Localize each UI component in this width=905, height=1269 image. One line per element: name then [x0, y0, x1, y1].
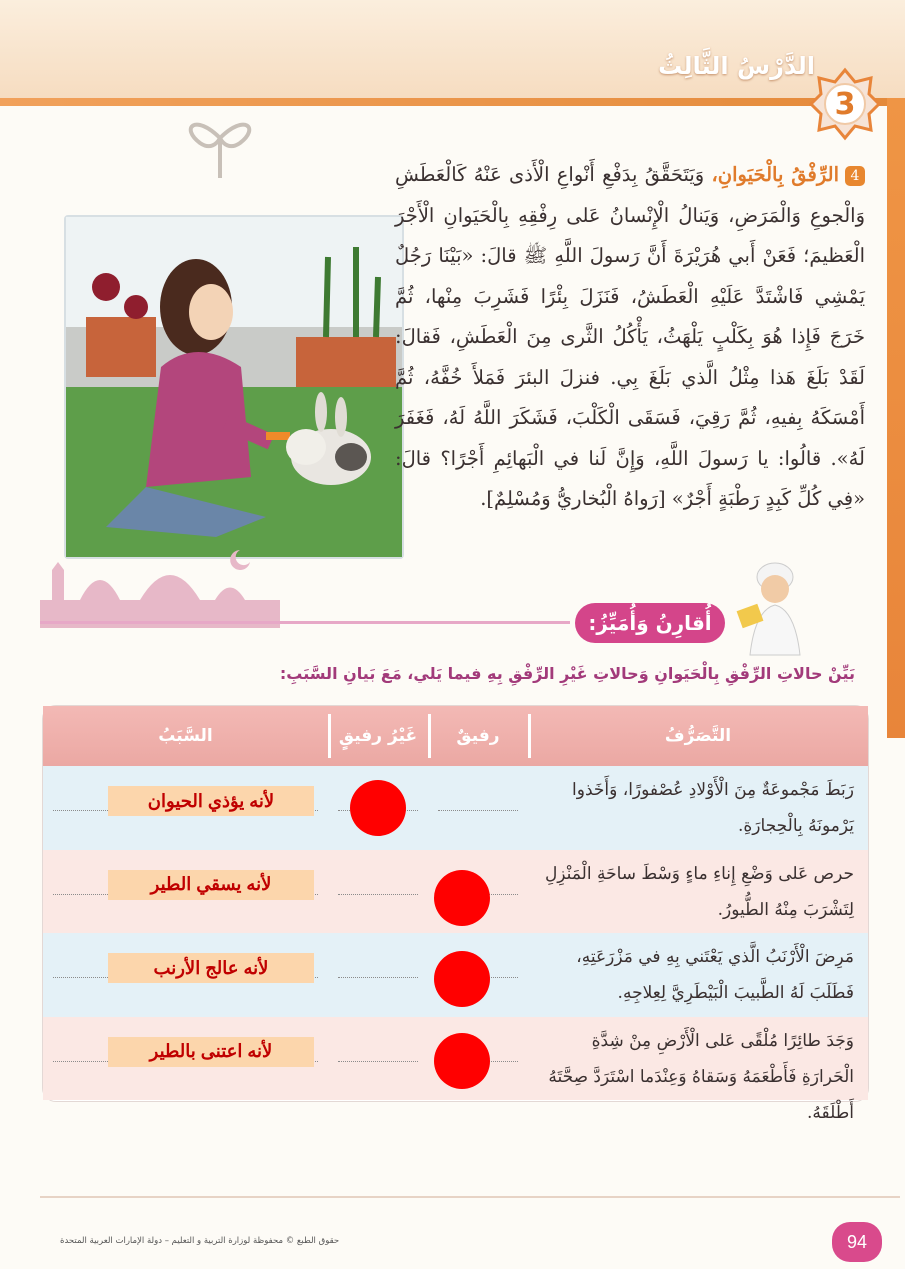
unkind-cell[interactable] — [328, 850, 428, 934]
illustration-image — [66, 217, 402, 557]
header-action: التَّصَرُّفُ — [528, 706, 868, 766]
lesson-number: 3 — [834, 86, 856, 122]
lesson-paragraph — [395, 155, 865, 520]
header-unkind: غَيْرُ رفيقٍ — [328, 706, 428, 766]
kind-cell[interactable] — [428, 1017, 528, 1101]
header-band — [0, 0, 905, 100]
reason-cell[interactable] — [43, 933, 328, 1017]
table-row — [43, 933, 868, 1017]
unkind-cell[interactable] — [328, 766, 428, 850]
activity-title: أُقارِنُ وَأُمَيِّزُ: — [575, 603, 725, 643]
comparison-table — [42, 705, 869, 1123]
header-kind: رفيقٌ — [428, 706, 528, 766]
table-row — [43, 850, 868, 934]
point-topic: الرِّفْقُ بِالْحَيَوانِ، — [711, 163, 839, 186]
student-boy-icon — [735, 555, 815, 655]
reason-cell[interactable] — [43, 1017, 328, 1101]
lesson-title: الدَّرْسُ الثَّالِثُ — [658, 52, 815, 80]
answer-mark — [350, 780, 406, 836]
reason-answer: لأنه اعتنى بالطير — [108, 1037, 314, 1067]
table-row — [43, 766, 868, 850]
section-divider-line — [40, 621, 570, 624]
copyright-notice: حقوق الطبع © محفوظة لوزارة التربية و التعليم – دولة الإمارات العربية المتحدة — [60, 1236, 340, 1246]
unkind-cell[interactable] — [328, 1017, 428, 1101]
mosque-silhouette-icon — [40, 540, 280, 630]
activity-instructions: بَيِّنْ حالاتِ الرِّفْقِ بِالْحَيَوانِ وَحالاتِ غَيْرِ الرِّفْقِ بِهِ فيما يَلي، مَعَ بَيانِ السَّبَبِ: — [279, 664, 855, 683]
ribbon-bow-icon — [175, 108, 265, 178]
footer-divider — [40, 1196, 900, 1198]
table-header — [43, 706, 868, 766]
point-body: وَيَتَحَقَّقُ بِدَفْعِ أَنْواعِ الْأَذى عَنْهُ كَالْعَطَشِ وَالْجوعِ وَالْمَرَضِ، وَيَنالُ الْإِنْسانُ عَلى رِفْقِهِ بِالْحَيَوانِ الْأَجْرَ الْعَظيمَ؛ فَعَنْ أَبي هُرَيْرَةَ أَنَّ رَسولَ اللَّهِ ﷺ قالَ: «بَيْنَا رَجُلٌ يَمْشِي فَاشْتَدَّ عَلَيْهِ الْعَطَشُ، فَنَزَلَ بِئْرًا فَشَرِبَ مِنْها، ثُمَّ خَرَجَ فَإِذا هُوَ بِكَلْبٍ يَلْهَثُ، يَأْكُلُ الثَّرى مِنَ الْعَطَشِ، فَقالَ: لَقَدْ بَلَغَ هَذا مِثْلُ الَّذي بَلَغَ بِي. فنزلَ البئرَ فَمَلأَ خُفَّهُ، ثُمَّ أَمْسَكَهُ بِفيهِ، ثُمَّ رَقِيَ، فَسَقَى الْكَلْبَ، فَشَكَرَ اللَّهُ لَهُ، فَغَفَرَ لَهُ». قالُوا: يا رَسولَ اللَّهِ، وَإِنَّ لَنا في الْبَهائِمِ أَجْرًا؟ قالَ: «فِي كُلِّ كَبِدٍ رَطْبَةٍ أَجْرٌ» [رَواهُ الْبُخاريُّ وَمُسْلِمٌ]. — [395, 163, 865, 510]
reason-answer: لأنه يسقي الطير — [108, 870, 314, 900]
header-reason: السَّبَبُ — [158, 726, 213, 746]
answer-mark — [434, 1033, 490, 1089]
action-cell: مَرِضَ الْأَرْنَبُ الَّذي يَعْتَني بِهِ في مَزْرَعَتِهِ، فَطَلَبَ لَهُ الطَّبيبَ الْبَيْطَرِيَّ لِعِلاجِهِ. — [576, 947, 854, 1003]
kind-cell[interactable] — [428, 933, 528, 1017]
reason-answer: لأنه يؤذي الحيوان — [108, 786, 314, 816]
kind-cell[interactable] — [428, 766, 528, 850]
table-row — [43, 1017, 868, 1123]
answer-mark — [434, 951, 490, 1007]
action-cell: وَجَدَ طائِرًا مُلْقًى عَلى الْأَرْضِ مِنْ شِدَّةِ الْحَرارَةِ فَأَطْعَمَهُ وَسَقاهُ وَعِنْدَما اسْتَرَدَّ صِحَّتَهُ أَطْلَقَهُ. — [548, 1030, 854, 1123]
point-number-badge: 4 — [845, 166, 865, 186]
header-orange-bar — [0, 98, 905, 106]
reason-cell[interactable] — [43, 850, 328, 934]
page-number: 94 — [832, 1222, 882, 1262]
answer-mark — [434, 870, 490, 926]
action-cell: حرص عَلى وَضْعِ إِناءِ ماءٍ وَسْطَ ساحَةِ الْمَنْزِلِ لِتَشْرَبَ مِنْهُ الطُّيورُ. — [544, 863, 854, 920]
reason-answer: لأنه عالج الأرنب — [108, 953, 314, 983]
page-edge-band — [887, 98, 905, 738]
reason-cell[interactable] — [43, 766, 328, 850]
kind-cell[interactable] — [428, 850, 528, 934]
unkind-cell[interactable] — [328, 933, 428, 1017]
action-cell: رَبَطَ مَجْموعَةٌ مِنَ الْأَوْلادِ عُصْفورًا، وَأَخَذوا يَرْمونَهُ بِالْحِجارَةِ. — [572, 780, 854, 836]
girl-feeding-rabbit-illustration — [64, 215, 404, 559]
